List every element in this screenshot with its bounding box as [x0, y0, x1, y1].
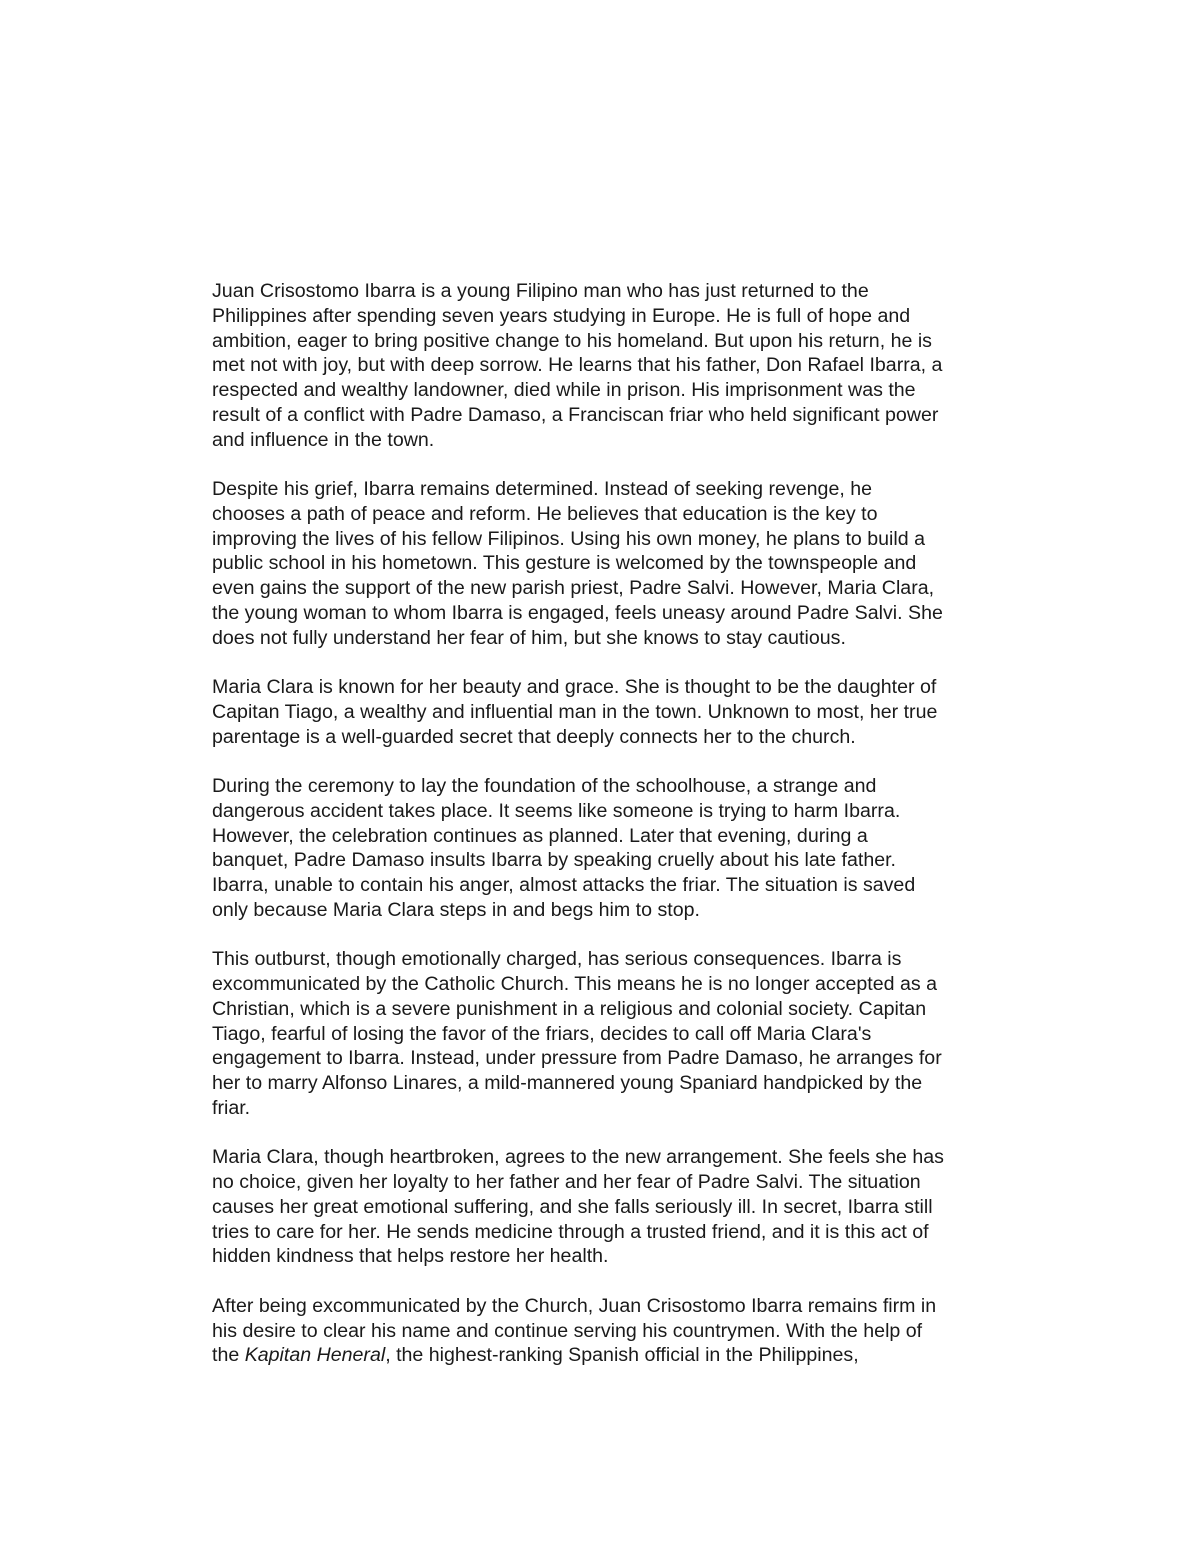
text-line: result of a conflict with Padre Damaso, a Franciscan friar who held significant power	[212, 403, 939, 426]
text-line: engagement to Ibarra. Instead, under pressure from Padre Damaso, he arranges for	[212, 1047, 942, 1070]
text-line: his desire to clear his name and continue serving his countrymen. With the help of	[212, 1319, 923, 1342]
paragraph-5	[212, 947, 1032, 1120]
paragraph-1	[212, 279, 1032, 452]
text-line: During the ceremony to lay the foundation of the schoolhouse, a strange and	[212, 775, 877, 797]
text-line: tries to care for her. He sends medicine through a trusted friend, and it is this act of	[212, 1220, 929, 1243]
text-line: Philippines after spending seven years studying in Europe. He is full of hope and	[212, 304, 911, 327]
paragraph-7	[212, 1294, 1032, 1368]
paragraph-3	[212, 675, 1032, 749]
text-line: However, the celebration continues as planned. Later that evening, during a	[212, 824, 868, 847]
text-line: Maria Clara, though heartbroken, agrees to the new arrangement. She feels she has	[212, 1146, 944, 1169]
text-line: Ibarra, unable to contain his anger, almost attacks the friar. The situation is saved	[212, 874, 916, 896]
text-line: only because Maria Clara steps in and begs him to stop.	[212, 898, 700, 921]
text-line: Maria Clara is known for her beauty and grace. She is thought to be the daughter of	[212, 676, 937, 698]
paragraph-6	[212, 1145, 1032, 1269]
text-line: Juan Crisostomo Ibarra is a young Filipino man who has just returned to the	[212, 280, 869, 302]
text-line: even gains the support of the new parish priest, Padre Salvi. However, Maria Clara,	[212, 577, 935, 599]
text-line-mixed	[212, 1343, 1032, 1368]
text-line: Christian, which is a severe punishment in a religious and colonial society. Capitan	[212, 997, 927, 1020]
text-line: Tiago, fearful of losing the favor of the friars, decides to call off Maria Clara's	[212, 1022, 872, 1045]
text-run: the	[212, 1344, 245, 1367]
text-line: her to marry Alfonso Linares, a mild-mannered young Spaniard handpicked by the	[212, 1072, 923, 1094]
text-line: respected and wealthy landowner, died while in prison. His imprisonment was the	[212, 379, 916, 401]
italic-term-kapitan-heneral: Kapitan Heneral	[244, 1344, 386, 1367]
text-line: ambition, eager to bring positive change to his homeland. But upon his return, he is	[212, 329, 932, 352]
text-line: public school in his hometown. This gesture is welcomed by the townspeople and	[212, 552, 917, 575]
text-line: the young woman to whom Ibarra is engaged, feels uneasy around Padre Salvi. She	[212, 601, 943, 624]
text-line: dangerous accident takes place. It seems like someone is trying to harm Ibarra.	[212, 799, 901, 822]
text-line: excommunicated by the Catholic Church. This means he is no longer accepted as a	[212, 973, 937, 995]
paragraph-4	[212, 774, 1032, 923]
document-body	[212, 279, 1032, 1368]
paragraph-2	[212, 477, 1032, 650]
text-line: no choice, given her loyalty to her father and her fear of Padre Salvi. The situation	[212, 1171, 921, 1193]
text-line: After being excommunicated by the Church, Juan Crisostomo Ibarra remains firm in	[212, 1294, 937, 1317]
text-line: This outburst, though emotionally charged, has serious consequences. Ibarra is	[212, 948, 902, 971]
text-line: and influence in the town.	[212, 428, 435, 451]
text-line: Despite his grief, Ibarra remains determined. Instead of seeking revenge, he	[212, 478, 873, 500]
text-line: parentage is a well-guarded secret that deeply connects her to the church.	[212, 725, 856, 748]
text-line: Capitan Tiago, a wealthy and influential man in the town. Unknown to most, her true	[212, 700, 938, 723]
text-run: , the highest-ranking Spanish official in the Philippines,	[385, 1344, 859, 1367]
text-line: chooses a path of peace and reform. He believes that education is the key to	[212, 502, 878, 525]
text-line: banquet, Padre Damaso insults Ibarra by speaking cruelly about his late father.	[212, 849, 897, 872]
text-line: met not with joy, but with deep sorrow. He learns that his father, Don Rafael Ibarra, a	[212, 354, 943, 377]
text-line: friar.	[212, 1096, 251, 1119]
text-line: does not fully understand her fear of him, but she knows to stay cautious.	[212, 626, 846, 649]
text-line: improving the lives of his fellow Filipinos. Using his own money, he plans to build a	[212, 527, 925, 550]
text-line: hidden kindness that helps restore her health.	[212, 1245, 609, 1268]
text-line: causes her great emotional suffering, and she falls seriously ill. In secret, Ibarra still	[212, 1195, 933, 1218]
